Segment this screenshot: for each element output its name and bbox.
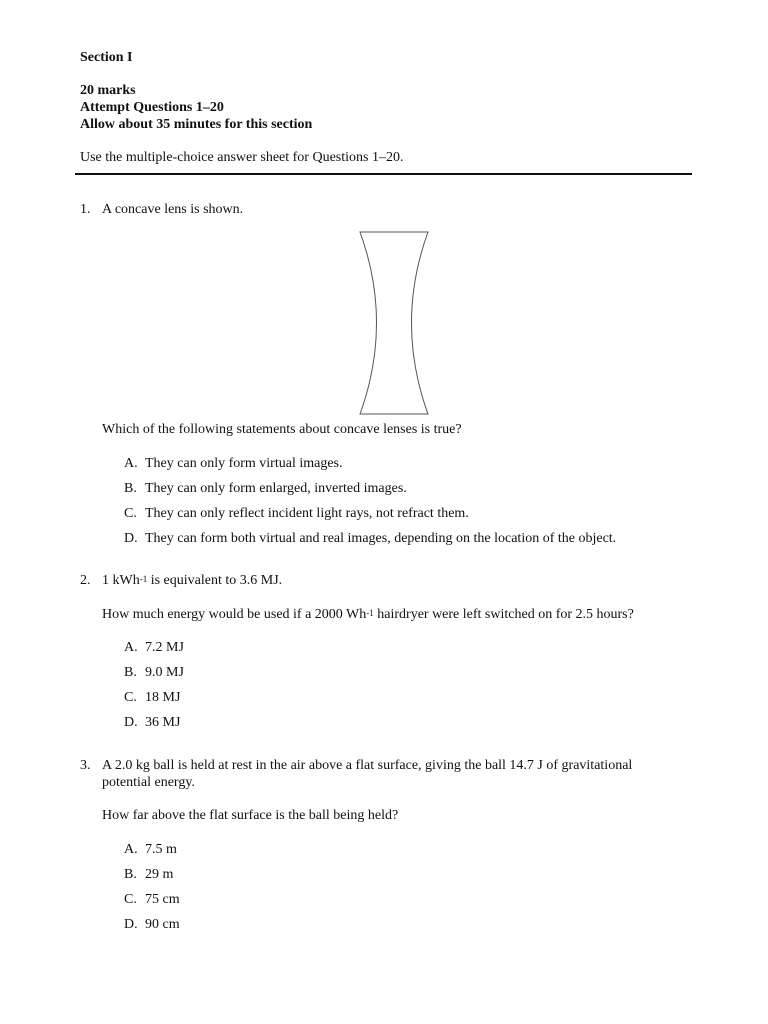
option-text: 9.0 MJ: [145, 665, 184, 680]
option-text: 75 cm: [145, 892, 180, 907]
option-text: 18 MJ: [145, 690, 181, 705]
option-text: 29 m: [145, 867, 174, 882]
question-3-stem-line-2: potential energy.: [102, 775, 195, 790]
question-1-number: 1.: [80, 202, 91, 217]
option-text: They can only form virtual images.: [145, 456, 343, 471]
question-3-number: 3.: [80, 758, 91, 773]
section-title: Section I: [80, 50, 133, 65]
question-2-stem: 1 kWh$^{-1}$ is equivalent to 3.6 MJ.: [102, 573, 283, 588]
option-letter: B.: [124, 665, 137, 680]
option-text: 36 MJ: [145, 715, 181, 730]
option-text: They can only reflect incident light rays, not refract them.: [145, 506, 469, 521]
concave-lens-diagram: [355, 228, 435, 418]
section-time: Allow about 35 minutes for this section: [80, 117, 313, 132]
option-text: 7.5 m: [145, 842, 177, 857]
option-text: They can form both virtual and real images, depending on the location of the object.: [145, 531, 617, 546]
option-letter: A.: [124, 640, 138, 655]
option-letter: A.: [124, 842, 138, 857]
question-3-prompt: How far above the flat surface is the ball being held?: [102, 808, 399, 823]
option-text: 7.2 MJ: [145, 640, 184, 655]
section-attempt: Attempt Questions 1–20: [80, 100, 224, 115]
question-2-number: 2.: [80, 573, 91, 588]
option-letter: C.: [124, 506, 137, 521]
section-marks: 20 marks: [80, 83, 136, 98]
option-letter: A.: [124, 456, 138, 471]
option-text: 90 cm: [145, 917, 180, 932]
question-1-prompt: Which of the following statements about concave lenses is true?: [102, 422, 462, 437]
option-letter: B.: [124, 867, 137, 882]
option-letter: D.: [124, 917, 138, 932]
question-3-stem-line-1: A 2.0 kg ball is held at rest in the air above a flat surface, giving the ball 14.7 J of gravitational: [102, 758, 633, 773]
question-1-stem: A concave lens is shown.: [102, 202, 244, 217]
option-text: They can only form enlarged, inverted images.: [145, 481, 407, 496]
option-letter: C.: [124, 892, 137, 907]
option-letter: D.: [124, 531, 138, 546]
option-letter: C.: [124, 690, 137, 705]
option-letter: B.: [124, 481, 137, 496]
option-letter: D.: [124, 715, 138, 730]
question-2-prompt: How much energy would be used if a 2000 $Wh^{-1}$ hairdryer were left switched on for 2.5 hours?: [102, 607, 634, 622]
section-divider: [75, 173, 692, 175]
section-instruction: Use the multiple-choice answer sheet for Questions 1–20.: [80, 150, 404, 165]
